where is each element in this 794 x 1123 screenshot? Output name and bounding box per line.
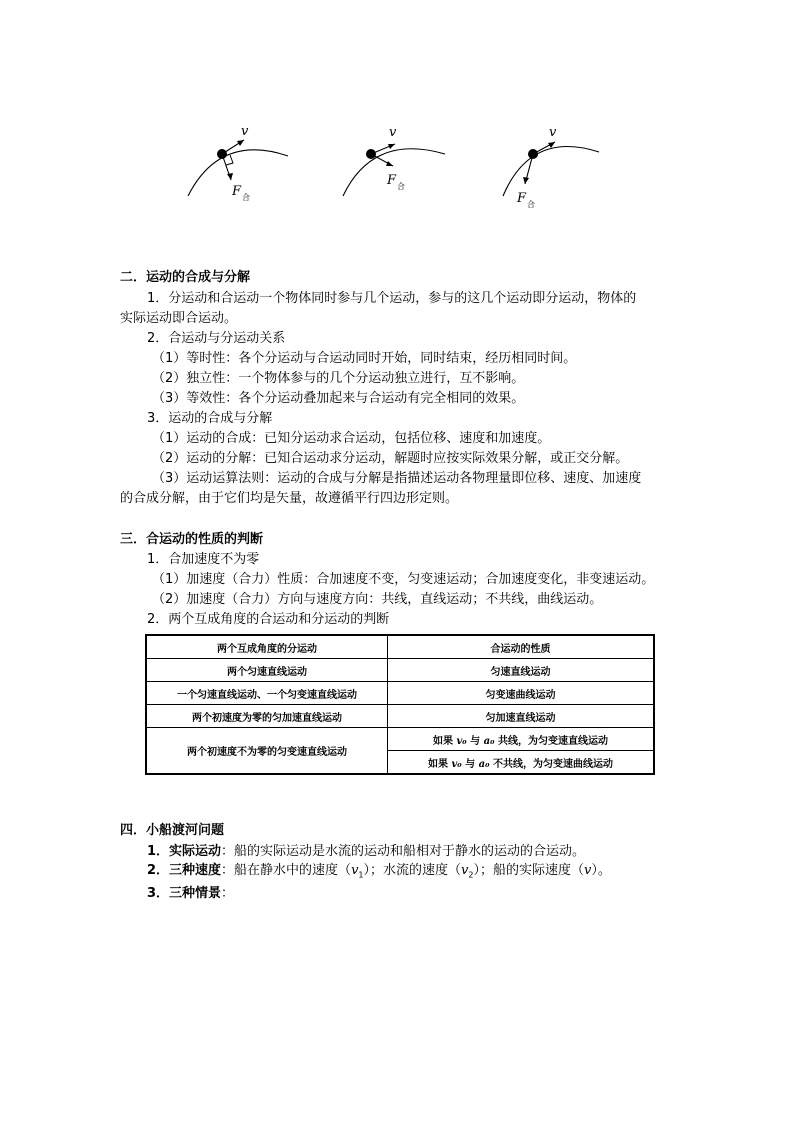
table-cell: 一个匀速直线运动、一个匀变速直线运动	[146, 682, 388, 705]
sec3-p1-item2: （2）加速度（合力）方向与速度方向：共线，直线运动；不共线，曲线运动。	[152, 592, 603, 607]
motion-table	[145, 634, 655, 775]
section-2-heading: 二．运动的合成与分解	[120, 270, 251, 285]
sec2-p3-item3-line2: 的合成分解，由于它们均是矢量，故遵循平行四边形定则。	[120, 491, 459, 506]
table-header: 两个互成角度的分运动	[146, 635, 388, 659]
table-header-row	[146, 635, 654, 659]
force-label: F	[517, 191, 527, 206]
curve-diagram-3	[495, 118, 615, 218]
sec2-p3-item1: （1）运动的合成：已知分运动求合运动，包括位移、速度和加速度。	[152, 431, 551, 446]
sec2-p2-item2: （2）独立性：一个物体参与的几个分运动独立进行，互不影响。	[152, 371, 525, 386]
table-row	[146, 682, 654, 705]
sec2-p2-item1: （1）等时性：各个分运动与合运动同时开始，同时结束，经历相同时间。	[152, 351, 577, 366]
sec4-p1: 1．实际运动：船的实际运动是水流的运动和船相对于静水的运动的合运动。	[147, 844, 586, 859]
table-cell: 两个初速度为零的匀加速直线运动	[146, 705, 388, 728]
table-header: 合运动的性质	[388, 635, 655, 659]
sec2-p2-item3: （3）等效性：各个分运动叠加起来与合运动有完全相同的效果。	[152, 391, 525, 406]
force-sub: 合	[527, 200, 535, 209]
force-label: F	[232, 184, 242, 199]
table-row	[146, 659, 654, 682]
curve-diagram-2	[335, 118, 455, 218]
table-cell: 匀速直线运动	[388, 659, 655, 682]
velocity-label: v	[549, 125, 557, 140]
sec3-p1: 1．合加速度不为零	[147, 552, 260, 567]
velocity-label: v	[241, 124, 249, 139]
sec2-p3-item2: （2）运动的分解：已知合运动求分运动，解题时应按实际效果分解，或正交分解。	[152, 451, 629, 466]
velocity-label: v	[389, 125, 397, 140]
sec2-p2: 2．合运动与分运动关系	[147, 331, 286, 346]
sec4-p2: 2．三种速度：船在静水中的速度$(v_1)$；水流的速度$(v_2)$；船的实际速度（v）。	[147, 863, 611, 880]
table-cell: 匀加速直线运动	[388, 705, 655, 728]
table-row	[146, 728, 654, 751]
force-label: F	[387, 173, 397, 188]
table-cell: 两个初速度不为零的匀变速直线运动	[146, 728, 388, 775]
table-cell: 匀变速曲线运动	[388, 682, 655, 705]
sec3-p1-item1: （1）加速度（合力）性质：合加速度不变，匀变速运动；合加速度变化，非变速运动。	[152, 572, 655, 587]
sec2-p3: 3．运动的合成与分解	[147, 411, 273, 426]
curve-diagram-1	[180, 118, 300, 218]
table-cell: 如果 v₀ 与 a₀ 不共线，为匀变速曲线运动	[388, 751, 655, 775]
table-cell: 两个匀速直线运动	[146, 659, 388, 682]
table-row	[146, 705, 654, 728]
section-4-heading: 四．小船渡河问题	[120, 823, 225, 838]
sec2-p1-line1: 1．分运动和合运动一个物体同时参与几个运动，参与的这几个运动即分运动，物体的	[147, 291, 637, 306]
sec4-p3: 3．三种情景：	[147, 886, 235, 901]
sec2-p3-item3-line1: （3）运动运算法则：运动的合成与分解是指描述运动各物理量即位移、速度、加速度	[152, 471, 642, 486]
section-3-heading: 三．合运动的性质的判断	[120, 532, 264, 547]
table-cell: 如果 v₀ 与 a₀ 共线，为匀变速直线运动	[388, 728, 655, 751]
sec3-p2: 2．两个互成角度的合运动和分运动的判断	[147, 612, 390, 627]
force-sub: 合	[397, 182, 405, 191]
sec2-p1-line2: 实际运动即合运动。	[120, 311, 238, 326]
force-sub: 合	[242, 193, 250, 202]
